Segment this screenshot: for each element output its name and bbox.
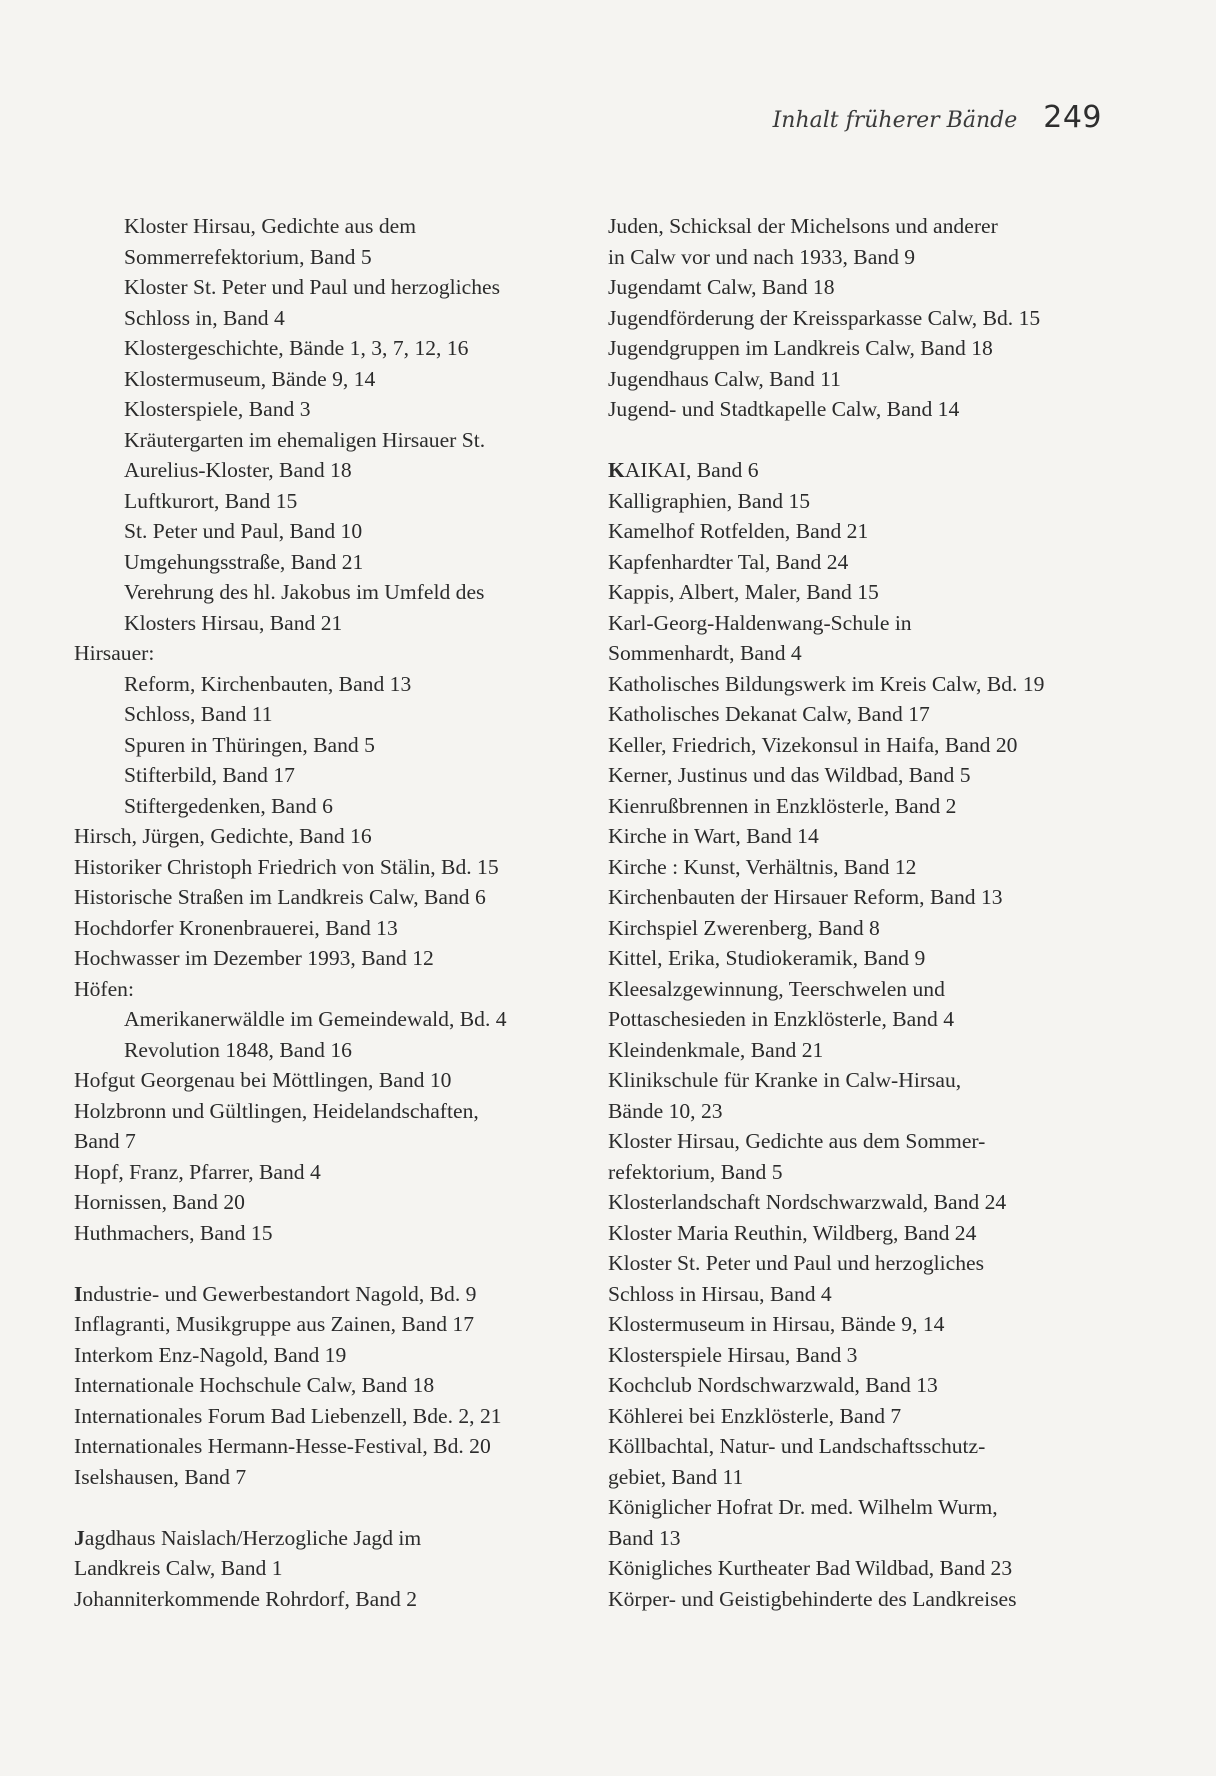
index-entry: Kloster Hirsau, Gedichte aus dem Sommer- xyxy=(608,1129,986,1153)
index-entry: Hochdorfer Kronenbrauerei, Band 13 xyxy=(74,915,398,940)
index-subentry: Klostergeschichte, Bände 1, 3, 7, 12, 16 xyxy=(124,336,469,360)
index-entry: Hochwasser im Dezember 1993, Band 12 xyxy=(74,946,434,970)
index-entry: Sommenhardt, Band 4 xyxy=(608,641,802,665)
index-entry: Jugendhaus Calw, Band 11 xyxy=(608,366,841,391)
index-entry: Katholisches Bildungswerk im Kreis Calw, Bd. 19 xyxy=(608,671,1045,696)
index-entry: Juden, Schicksal der Michelsons und anderer xyxy=(608,214,998,238)
index-entry: Bände 10, 23 xyxy=(608,1098,723,1123)
index-entry: Kirche : Kunst, Verhältnis, Band 12 xyxy=(608,854,917,879)
index-entry: Kienrußbrennen in Enzklösterle, Band 2 xyxy=(608,793,957,818)
index-subentry: Sommerrefektorium, Band 5 xyxy=(124,244,372,269)
index-subentry: Klostermuseum, Bände 9, 14 xyxy=(124,366,376,391)
index-entry: Kittel, Erika, Studiokeramik, Band 9 xyxy=(608,946,926,970)
index-entry: Hopf, Franz, Pfarrer, Band 4 xyxy=(74,1159,321,1184)
index-entry: Jugendamt Calw, Band 18 xyxy=(608,275,835,299)
index-entry: KAIKAI, Band 6 xyxy=(608,458,759,482)
index-entry: Kamelhof Rotfelden, Band 21 xyxy=(608,519,869,543)
index-entry: Internationales Hermann-Hesse-Festival, Bd. 20 xyxy=(74,1434,491,1458)
index-subentry: Luftkurort, Band 15 xyxy=(124,488,298,513)
index-entry: Klostermuseum in Hirsau, Bände 9, 14 xyxy=(608,1312,945,1336)
index-entry: Kapfenhardter Tal, Band 24 xyxy=(608,549,849,574)
index-entry: Kleindenkmale, Band 21 xyxy=(608,1037,824,1062)
index-subentry: Kräutergarten im ehemaligen Hirsauer St. xyxy=(124,427,486,452)
index-entry: Kerner, Justinus und das Wildbad, Band 5 xyxy=(608,763,971,787)
index-entry: Körper- und Geistigbehinderte des Landkreises xyxy=(608,1586,1017,1611)
index-entry: Kirchspiel Zwerenberg, Band 8 xyxy=(608,915,880,940)
index-subentry: Kloster St. Peter und Paul und herzogliches xyxy=(124,275,501,299)
index-entry: Kloster Maria Reuthin, Wildberg, Band 24 xyxy=(608,1220,977,1245)
index-subentry: Umgehungsstraße, Band 21 xyxy=(124,549,364,574)
index-subentry: Schloss in, Band 4 xyxy=(124,305,285,330)
index-entry: Köhlerei bei Enzklösterle, Band 7 xyxy=(608,1403,902,1428)
index-entry: Landkreis Calw, Band 1 xyxy=(74,1556,283,1580)
index-subentry: Amerikanerwäldle im Gemeindewald, Bd. 4 xyxy=(124,1007,507,1031)
index-group-spacer xyxy=(608,425,1118,456)
index-entry: Inflagranti, Musikgruppe aus Zainen, Band 17 xyxy=(74,1312,474,1336)
index-entry: Internationale Hochschule Calw, Band 18 xyxy=(74,1373,435,1397)
index-subentry: Schloss, Band 11 xyxy=(124,702,273,726)
index-entry: Pottaschesieden in Enzklösterle, Band 4 xyxy=(608,1007,955,1031)
index-entry: Schloss in Hirsau, Band 4 xyxy=(608,1281,832,1306)
index-entry: Holzbronn und Gültlingen, Heidelandschaften, xyxy=(74,1098,479,1123)
index-subentry: Revolution 1848, Band 16 xyxy=(124,1037,352,1062)
running-header xyxy=(773,100,1102,135)
index-column-right xyxy=(608,211,1118,1614)
index-entry: Karl-Georg-Haldenwang-Schule in xyxy=(608,610,912,635)
index-entry: Kochclub Nordschwarzwald, Band 13 xyxy=(608,1373,938,1397)
index-entry: refektorium, Band 5 xyxy=(608,1159,783,1184)
index-entry: Höfen: xyxy=(74,976,134,1001)
index-entry: Kirchenbauten der Hirsauer Reform, Band 13 xyxy=(608,885,1003,909)
index-subentry: Stiftergedenken, Band 6 xyxy=(124,793,333,818)
index-entry: in Calw vor und nach 1933, Band 9 xyxy=(608,244,916,269)
index-subentry: Aurelius-Kloster, Band 18 xyxy=(124,458,352,482)
index-entry: Köllbachtal, Natur- und Landschaftsschutz- xyxy=(608,1434,986,1458)
index-entry: Historiker Christoph Friedrich von Stälin, Bd. 15 xyxy=(74,854,499,879)
index-entry: Hirsauer: xyxy=(74,641,155,665)
index-column-left xyxy=(74,211,574,1614)
index-entry: Huthmachers, Band 15 xyxy=(74,1220,273,1245)
index-subentry: Klosterspiele, Band 3 xyxy=(124,397,311,421)
index-entry: Kirche in Wart, Band 14 xyxy=(608,824,819,848)
index-subentry: Verehrung des hl. Jakobus im Umfeld des xyxy=(124,580,485,604)
index-entry: gebiet, Band 11 xyxy=(608,1464,744,1489)
index-group-spacer xyxy=(74,1248,574,1279)
index-entry: Königliches Kurtheater Bad Wildbad, Band 23 xyxy=(608,1556,1013,1580)
index-entry: Industrie- und Gewerbestandort Nagold, Bd. 9 xyxy=(74,1281,477,1306)
index-entry: Katholisches Dekanat Calw, Band 17 xyxy=(608,702,930,726)
index-entry: Hirsch, Jürgen, Gedichte, Band 16 xyxy=(74,824,372,848)
index-entry: Klosterspiele Hirsau, Band 3 xyxy=(608,1342,858,1367)
index-entry: Königlicher Hofrat Dr. med. Wilhelm Wurm, xyxy=(608,1495,998,1519)
index-entry: Klosterlandschaft Nordschwarzwald, Band 24 xyxy=(608,1190,1007,1214)
header-title: Inhalt früherer Bände xyxy=(772,108,1018,133)
index-entry: Kappis, Albert, Maler, Band 15 xyxy=(608,580,879,604)
index-entry: Interkom Enz-Nagold, Band 19 xyxy=(74,1342,347,1367)
index-subentry: Kloster Hirsau, Gedichte aus dem xyxy=(124,214,417,238)
index-entry: Jugendförderung der Kreissparkasse Calw, Bd. 15 xyxy=(608,305,1041,330)
index-entry: Jugend- und Stadtkapelle Calw, Band 14 xyxy=(608,397,960,421)
index-entry: Hornissen, Band 20 xyxy=(74,1190,245,1214)
index-entry: Jagdhaus Naislach/Herzogliche Jagd im xyxy=(74,1525,422,1550)
index-group-spacer xyxy=(74,1492,574,1523)
index-subentry: Spuren in Thüringen, Band 5 xyxy=(124,732,375,757)
index-entry: Historische Straßen im Landkreis Calw, Band 6 xyxy=(74,885,486,909)
index-entry: Iselshausen, Band 7 xyxy=(74,1464,247,1489)
index-subentry: St. Peter und Paul, Band 10 xyxy=(124,519,363,543)
index-entry: Kalligraphien, Band 15 xyxy=(608,488,811,513)
index-subentry: Reform, Kirchenbauten, Band 13 xyxy=(124,671,412,696)
index-entry: Jugendgruppen im Landkreis Calw, Band 18 xyxy=(608,336,993,360)
index-entry: Kleesalzgewinnung, Teerschwelen und xyxy=(608,976,945,1001)
index-subentry: Stifterbild, Band 17 xyxy=(124,763,295,787)
index-entry: Klinikschule für Kranke in Calw-Hirsau, xyxy=(608,1068,962,1092)
index-entry: Band 7 xyxy=(74,1129,136,1153)
index-entry: Kloster St. Peter und Paul und herzogliches xyxy=(608,1251,985,1275)
page-number: 249 xyxy=(1043,100,1102,135)
index-entry: Hofgut Georgenau bei Möttlingen, Band 10 xyxy=(74,1068,452,1092)
index-subentry: Klosters Hirsau, Band 21 xyxy=(124,610,343,635)
index-entry: Internationales Forum Bad Liebenzell, Bde. 2, 21 xyxy=(74,1403,502,1428)
index-entry: Keller, Friedrich, Vizekonsul in Haifa, Band 20 xyxy=(608,732,1018,757)
index-entry: Band 13 xyxy=(608,1525,681,1550)
index-entry: Johanniterkommende Rohrdorf, Band 2 xyxy=(74,1586,418,1611)
